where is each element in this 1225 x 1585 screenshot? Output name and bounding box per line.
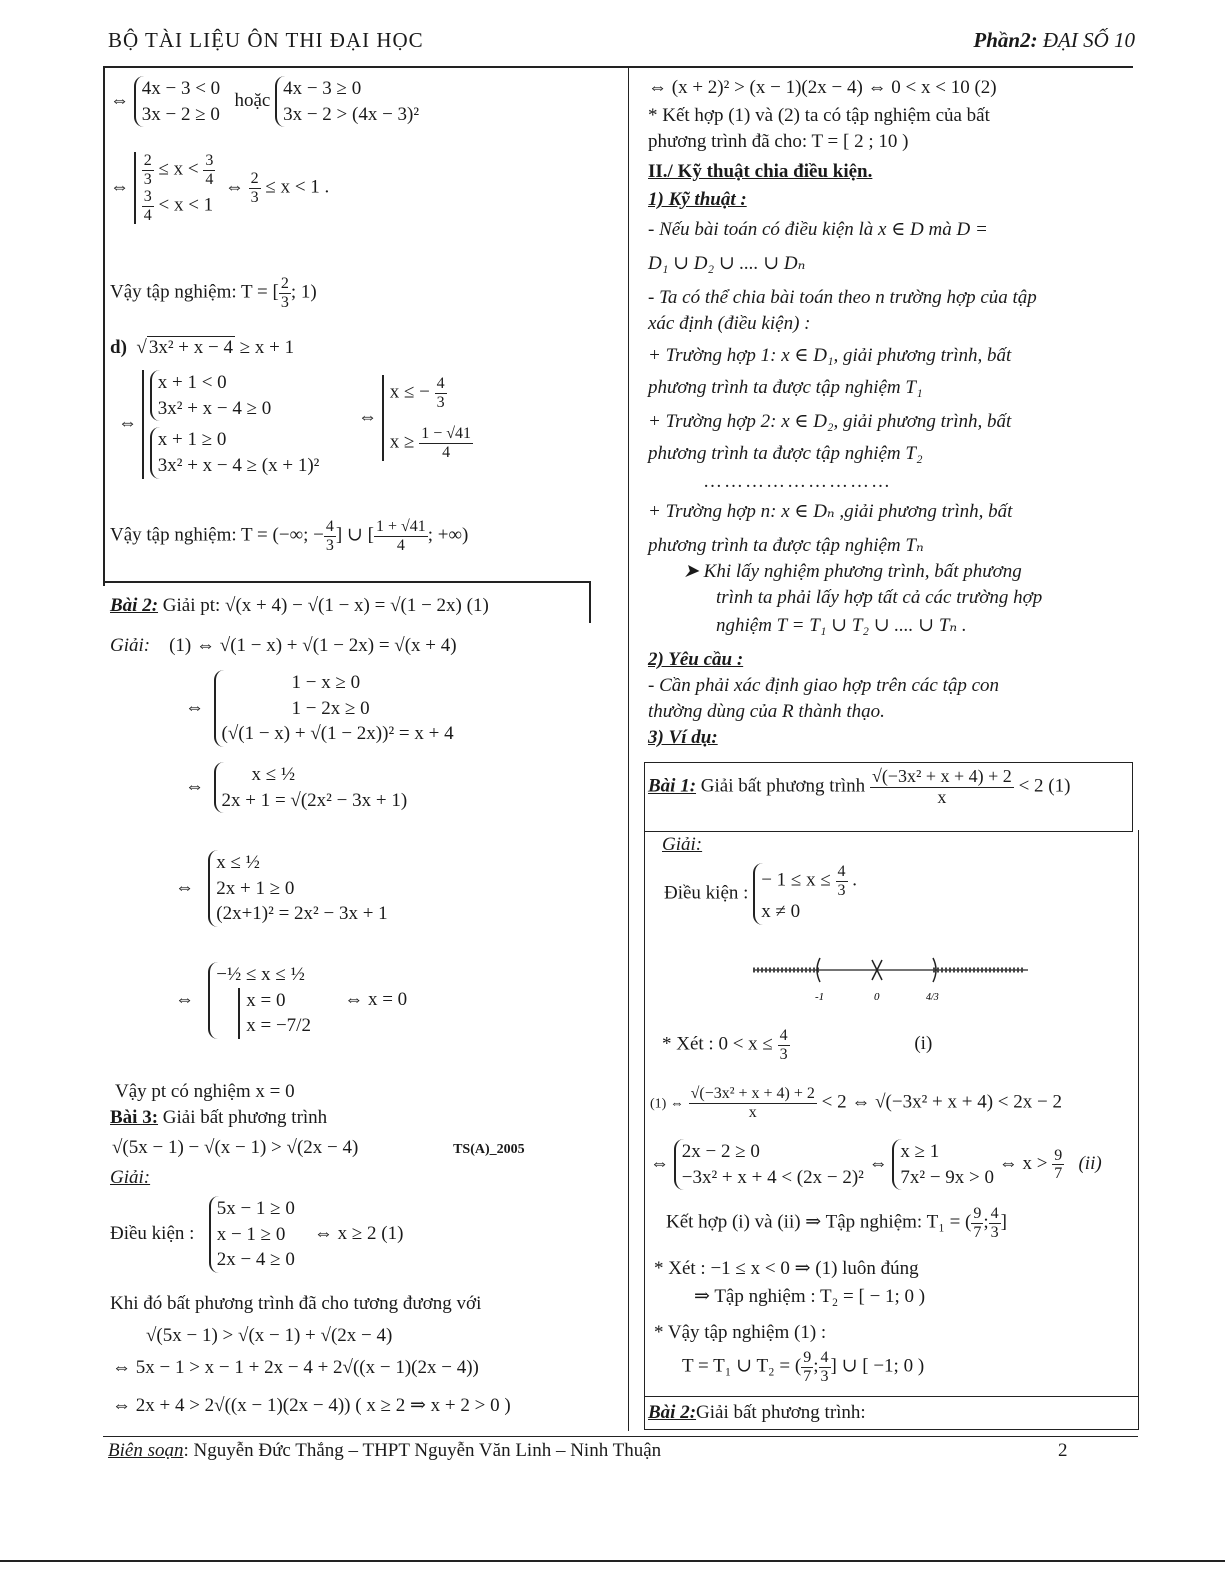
fraction xyxy=(870,767,1014,808)
kt-line-10: phương trình ta được tập nghiệm Tₙ xyxy=(648,535,924,556)
result: ≤ x < 1 . xyxy=(265,176,330,198)
fraction xyxy=(142,152,154,188)
subheading-requirement: 2) Yêu cầu : xyxy=(648,649,744,670)
num: 9 xyxy=(803,1349,812,1366)
fraction xyxy=(324,518,336,554)
sys-line: 5x − 1 ≥ 0 xyxy=(216,1198,295,1219)
case-1 xyxy=(662,1027,932,1063)
den: 7 xyxy=(803,1367,812,1385)
part-d-system xyxy=(118,370,319,479)
r-line-2: * Kết hợp (1) và (2) ta có tập nghiệm của bất xyxy=(648,105,990,126)
kt-dots: ……………………… xyxy=(703,471,892,492)
equiv-sign: ⇔ xyxy=(175,988,194,1010)
solution-end: ; 1) xyxy=(290,281,317,303)
yc-line-2: thường dùng của R thành thạo. xyxy=(648,701,885,722)
fraction xyxy=(778,1027,790,1063)
fraction xyxy=(249,170,261,206)
num: 3 xyxy=(205,152,214,169)
footer-author xyxy=(108,1440,661,1462)
combine: Kết hợp (i) và (ii) ⇒ Tập nghiệm: T₁ = ( $\frac{9}{7}$ ; $\frac{4}{3}$ ] xyxy=(666,1205,1007,1241)
case-text: * Xét : 0 < x ≤ xyxy=(662,1033,773,1055)
den: 3 xyxy=(280,293,289,311)
footer-label: Biên soạn xyxy=(108,1440,184,1461)
sys-line: x = 0 xyxy=(246,989,286,1011)
fraction xyxy=(971,1205,983,1241)
or-word: hoặc xyxy=(234,90,271,111)
bai2-step-4 xyxy=(175,850,388,927)
num: 4 xyxy=(325,518,334,535)
union-bracket xyxy=(134,152,216,224)
den: 7 xyxy=(973,1223,982,1241)
bai2-step-5 xyxy=(175,962,407,1039)
number-line xyxy=(748,950,1048,1010)
sys-line: 4x − 3 ≥ 0 xyxy=(283,78,362,99)
union-bracket xyxy=(382,375,473,461)
footer-rule xyxy=(103,1436,1138,1437)
case-1-step xyxy=(650,1085,1062,1121)
footer-text: : Nguyễn Đức Thắng – THPT Nguyễn Văn Linh – Ninh Thuận xyxy=(183,1440,662,1461)
kt-line-4: xác định (điều kiện) : xyxy=(648,313,811,334)
equiv-sign: ⇔ xyxy=(650,1153,669,1174)
sys-line: − 1 ≤ x ≤ xyxy=(761,869,831,891)
equiv-sign: ⇔ xyxy=(868,1153,888,1174)
system xyxy=(208,962,311,1039)
part-label: d) xyxy=(110,337,127,358)
den: 3 xyxy=(820,1367,829,1385)
sys-line: x − 1 ≥ 0 xyxy=(216,1223,286,1245)
kt-line-2: D₁ ∪ D₂ ∪ .... ∪ Dₙ xyxy=(648,253,806,274)
section-heading: II./ Kỹ thuật chia điều kiện. xyxy=(648,161,873,182)
system xyxy=(214,670,454,747)
tick-label: -1 xyxy=(815,991,825,1003)
solution-set-c xyxy=(110,275,317,311)
equiv-sign: ⇔ xyxy=(118,412,137,434)
kt-line-3: - Ta có thể chia bài toán theo n trường hợp của tập xyxy=(648,287,1037,308)
bai2-conclusion: Vậy pt có nghiệm x = 0 xyxy=(115,1081,295,1102)
den: 4 xyxy=(442,443,451,461)
r-line-1: ⇔ (x + 2)² > (x − 1)(2x − 4) ⇔ 0 < x < 10 (2) xyxy=(648,77,997,98)
sys-line: 3x² + x − 4 ≥ 0 xyxy=(157,397,272,419)
system-b xyxy=(150,427,320,478)
num: 2 xyxy=(280,275,289,292)
den: 3 xyxy=(990,1223,999,1241)
center-divider xyxy=(628,66,629,1431)
part-d: d) √ 3x² + x − 4 ≥ x + 1 xyxy=(110,337,295,358)
solution-mid: ] ∪ [ xyxy=(335,524,374,546)
equiv: (1) ⇔ xyxy=(650,1096,684,1112)
exam-tag: TS(A)_2005 xyxy=(453,1142,525,1157)
result: ⇔ x > xyxy=(998,1153,1048,1174)
den: 4 xyxy=(396,536,405,554)
bai2-title xyxy=(110,594,489,618)
num: 3 xyxy=(143,188,152,206)
example-2-title xyxy=(648,1401,866,1425)
fraction xyxy=(279,275,291,311)
kt-line-13: nghiệm T = T₁ ∪ T₂ ∪ .... ∪ Tₙ . xyxy=(716,615,967,636)
bai3-condition xyxy=(110,1196,403,1273)
solution-text: Vậy tập nghiệm: T = (−∞; − xyxy=(110,524,324,546)
step-2 xyxy=(110,152,329,224)
bai2-step-2 xyxy=(185,670,454,747)
step-1 xyxy=(110,76,419,127)
kt-line-1: - Nếu bài toán có điều kiện là x ∈ D mà D = xyxy=(648,219,988,240)
kt-line-11: ➤ Khi lấy nghiệm phương trình, bất phương xyxy=(683,561,1022,582)
page-bottom-rule xyxy=(0,1560,1225,1562)
conclusion-label: * Vậy tập nghiệm (1) : xyxy=(654,1322,827,1343)
sys-line: (2x+1)² = 2x² − 3x + 1 xyxy=(216,903,388,925)
den: 4 xyxy=(143,206,152,224)
den: 3 xyxy=(143,170,152,188)
ineq: ≤ x < xyxy=(158,158,199,180)
sys-line: x ≤ ½ xyxy=(251,764,296,785)
den: 3 xyxy=(325,536,334,554)
bai2-step-1 xyxy=(110,634,457,658)
conclusion-end: ∪ [ −1; 0 ) xyxy=(841,1355,925,1377)
fraction xyxy=(419,425,473,461)
result: ⇔ x = 0 xyxy=(344,988,408,1010)
solution-set-d xyxy=(110,518,468,554)
equiv-sign: ⇔ xyxy=(110,90,129,111)
exercise-label: Bài 2: xyxy=(648,1402,697,1423)
tick-label: 4/3 xyxy=(926,992,939,1003)
condition-label: Điều kiện : xyxy=(110,1222,195,1244)
fraction xyxy=(374,518,428,554)
sys-line: 4x − 3 < 0 xyxy=(141,78,221,99)
system xyxy=(892,1139,994,1190)
rest: < 2 ⇔ √(−3x² + x + 4) < 2x − 2 xyxy=(821,1091,1062,1113)
conclusion: T = T₁ ∪ T₂ = ( $\frac{9}{7}$ ; $\frac{4}{3}$ ] ∪ [ −1; 0 ) xyxy=(682,1349,925,1385)
header-section xyxy=(973,28,1135,53)
solution-label: Giải: xyxy=(110,1167,151,1188)
sys-line: 3x − 2 ≥ 0 xyxy=(141,103,220,125)
den: 3 xyxy=(250,188,259,206)
tick-label: 0 xyxy=(874,991,880,1003)
r-line-3: phương trình đã cho: T = [ 2 ; 10 ) xyxy=(648,131,909,152)
bai2-box-top xyxy=(103,581,591,583)
equiv-sign: ⇔ xyxy=(224,176,244,198)
den: 7 xyxy=(1054,1165,1063,1183)
ineq: x ≥ xyxy=(389,431,415,453)
bai2-step-3 xyxy=(185,762,407,813)
num: √(−3x² + x + 4) + 2 xyxy=(871,766,1012,786)
equiv-sign: ⇔ xyxy=(358,406,377,428)
equiv-sign: ⇔ xyxy=(185,696,204,718)
den: x xyxy=(748,1103,757,1121)
den: 3 xyxy=(837,881,846,899)
sys-line: −½ ≤ x ≤ ½ xyxy=(216,964,305,985)
left-column-lower xyxy=(110,590,620,1430)
conclusion-text: T = T₁ ∪ T₂ = xyxy=(682,1355,791,1377)
bai3-title xyxy=(110,1106,327,1130)
bai3-line-2: √(5x − 1) > √(x − 1) + √(2x − 4) xyxy=(146,1325,393,1346)
exercise-label: Bài 1: xyxy=(648,775,697,797)
sys-line: x ≥ 1 xyxy=(900,1141,940,1162)
exercise-label: Bài 3: xyxy=(110,1107,159,1128)
combine-text: Kết hợp (i) và (ii) ⇒ Tập nghiệm: T₁ = ( xyxy=(666,1211,972,1233)
kt-line-12: trình ta phải lấy hợp tất cả các trường hợp xyxy=(716,587,1043,608)
example-1-condition xyxy=(664,863,857,925)
num: √(−3x² + x + 4) + 2 xyxy=(690,1085,815,1102)
exercise-text: Giải bất phương trình: xyxy=(696,1402,866,1423)
kt-line-6: phương trình ta được tập nghiệm T₁ xyxy=(648,377,923,398)
exercise-text: Giải bất phương trình xyxy=(158,1107,328,1128)
kt-line-7: + Trường hợp 2: x ∈ D₂, giải phương trình, bất xyxy=(648,411,1012,432)
fraction xyxy=(819,1349,831,1385)
solution-label: Giải: xyxy=(110,635,151,656)
system xyxy=(674,1139,864,1190)
system xyxy=(208,850,387,927)
bai3-solution-label xyxy=(110,1166,150,1190)
sys-line: 2x + 1 = √(2x² − 3x + 1) xyxy=(221,789,408,811)
case-2-result: ⇒ Tập nghiệm : T₂ = [ − 1; 0 ) xyxy=(694,1286,926,1307)
left-border xyxy=(103,66,105,586)
bai3-line-1: Khi đó bất phương trình đã cho tương đương với xyxy=(110,1293,482,1314)
subheading-technique: 1) Kỹ thuật : xyxy=(648,189,747,210)
num: 9 xyxy=(973,1205,982,1222)
system xyxy=(209,1196,295,1273)
kt-line-5: + Trường hợp 1: x ∈ D₁, giải phương trình, bất xyxy=(648,345,1012,366)
num: 2 xyxy=(143,152,152,169)
example-1-title xyxy=(648,767,1070,808)
yc-line-1: - Cần phải xác định giao hợp trên các tập con xyxy=(648,675,1000,696)
fraction xyxy=(203,152,215,188)
sys-line: x = −7/2 xyxy=(246,1015,311,1037)
sys-line: (√(1 − x) + √(1 − 2x))² = x + 4 xyxy=(221,723,454,745)
header-subject: ĐẠI SỐ 10 xyxy=(1037,28,1135,52)
radicand: 3x² + x − 4 xyxy=(148,337,233,358)
sys-line: x ≤ ½ xyxy=(216,852,260,873)
fraction xyxy=(142,188,154,224)
header-title: BỘ TÀI LIỆU ÔN THI ĐẠI HỌC xyxy=(108,28,424,52)
equiv-sign: ⇔ xyxy=(175,876,194,898)
header-rule xyxy=(103,66,1133,68)
sys-line: 3x² + x − 4 ≥ (x + 1)² xyxy=(157,454,320,476)
num: 4 xyxy=(779,1027,788,1044)
header-part: Phần2: xyxy=(973,28,1038,52)
num: 4 xyxy=(820,1349,829,1366)
tag: (ii) xyxy=(1078,1153,1102,1174)
bai3-line-4: ⇔ 2x + 4 > 2√((x − 1)(2x − 4)) ( x ≥ 2 ⇒ x + 2 > 0 ) xyxy=(112,1395,511,1416)
sys-line: x + 1 < 0 xyxy=(157,372,227,393)
system-1 xyxy=(134,76,220,127)
fraction xyxy=(689,1085,817,1121)
sys-line: 2x − 4 ≥ 0 xyxy=(216,1249,295,1271)
equation: (1) ⇔ √(1 − x) + √(1 − 2x) = √(x + 4) xyxy=(169,635,457,656)
inequality: √(5x − 1) − √(x − 1) > √(2x − 4) xyxy=(112,1137,359,1158)
solution-end: ; +∞) xyxy=(427,524,469,546)
num: 4 xyxy=(436,375,445,392)
solution-label: Giải: xyxy=(662,834,703,855)
rhs: ≥ x + 1 xyxy=(239,337,295,358)
system-a xyxy=(150,370,272,421)
subheading-example: 3) Ví dụ: xyxy=(648,727,718,748)
system: − 1 ≤ x ≤ $\frac{4}{3}$ . x ≠ 0 xyxy=(753,863,857,925)
union-bracket xyxy=(142,370,320,479)
part-d-result xyxy=(358,375,473,461)
page-number: 2 xyxy=(1058,1440,1068,1461)
den: 4 xyxy=(205,170,214,188)
num: 1 − √41 xyxy=(421,425,471,443)
exercise-label: Bài 2: xyxy=(110,595,159,616)
case-tag: (i) xyxy=(914,1033,933,1055)
fraction xyxy=(435,375,447,411)
ineq: x ≤ − xyxy=(389,381,430,403)
union-bracket xyxy=(238,988,311,1039)
sys-line: 2x + 1 ≥ 0 xyxy=(216,877,295,899)
bai3-equation xyxy=(112,1136,525,1160)
num: 9 xyxy=(1054,1146,1063,1164)
equiv-sign: ⇔ xyxy=(110,176,129,198)
kt-line-8: phương trình ta được tập nghiệm T₂ xyxy=(648,443,923,464)
sys-line: 1 − x ≥ 0 xyxy=(291,672,361,693)
solution-text: Vậy tập nghiệm: T = [ xyxy=(110,281,279,303)
system xyxy=(214,762,408,813)
num: 2 xyxy=(250,170,259,188)
exercise-text: Giải bất phương trình xyxy=(696,775,866,797)
num: 4 xyxy=(990,1205,999,1222)
equiv-sign: ⇔ xyxy=(185,776,204,797)
combine-end: ] xyxy=(1000,1211,1007,1233)
ineq: < x < 1 xyxy=(158,194,214,216)
case-1-system xyxy=(650,1139,1102,1190)
fraction xyxy=(1052,1147,1064,1183)
fraction xyxy=(836,863,848,899)
sys-line: 7x² − 9x > 0 xyxy=(900,1166,995,1188)
sys-line: x ≠ 0 xyxy=(761,901,801,923)
exercise-text: Giải pt: √(x + 4) − √(1 − x) = √(1 − 2x) (1) xyxy=(158,595,489,616)
fraction xyxy=(801,1349,813,1385)
sys-line: 2x − 2 ≥ 0 xyxy=(681,1141,760,1162)
result: ⇔ x ≥ 2 (1) xyxy=(313,1222,404,1244)
exercise-end: < 2 (1) xyxy=(1018,775,1071,797)
sys-line: −3x² + x + 4 < (2x − 2)² xyxy=(681,1166,864,1188)
condition-label: Điều kiện : xyxy=(664,882,749,904)
example-1 xyxy=(648,765,1133,1425)
case-2: * Xét : −1 ≤ x < 0 ⇒ (1) luôn đúng xyxy=(654,1258,919,1279)
den: x xyxy=(937,786,947,807)
sys-line: 3x − 2 > (4x − 3)² xyxy=(283,103,420,125)
num: 1 + √41 xyxy=(375,518,426,535)
den: 3 xyxy=(779,1045,788,1063)
system-2 xyxy=(275,76,419,127)
num: 4 xyxy=(837,863,846,880)
fraction xyxy=(989,1205,1001,1241)
sys-line: x + 1 ≥ 0 xyxy=(157,429,227,451)
kt-line-9: + Trường hợp n: x ∈ Dₙ ,giải phương trình, bất xyxy=(648,501,1013,522)
bai3-line-3: ⇔ 5x − 1 > x − 1 + 2x − 4 + 2√((x − 1)(2x − 4)) xyxy=(112,1357,479,1378)
den: 3 xyxy=(436,393,445,411)
sys-line: 1 − 2x ≥ 0 xyxy=(291,697,370,719)
